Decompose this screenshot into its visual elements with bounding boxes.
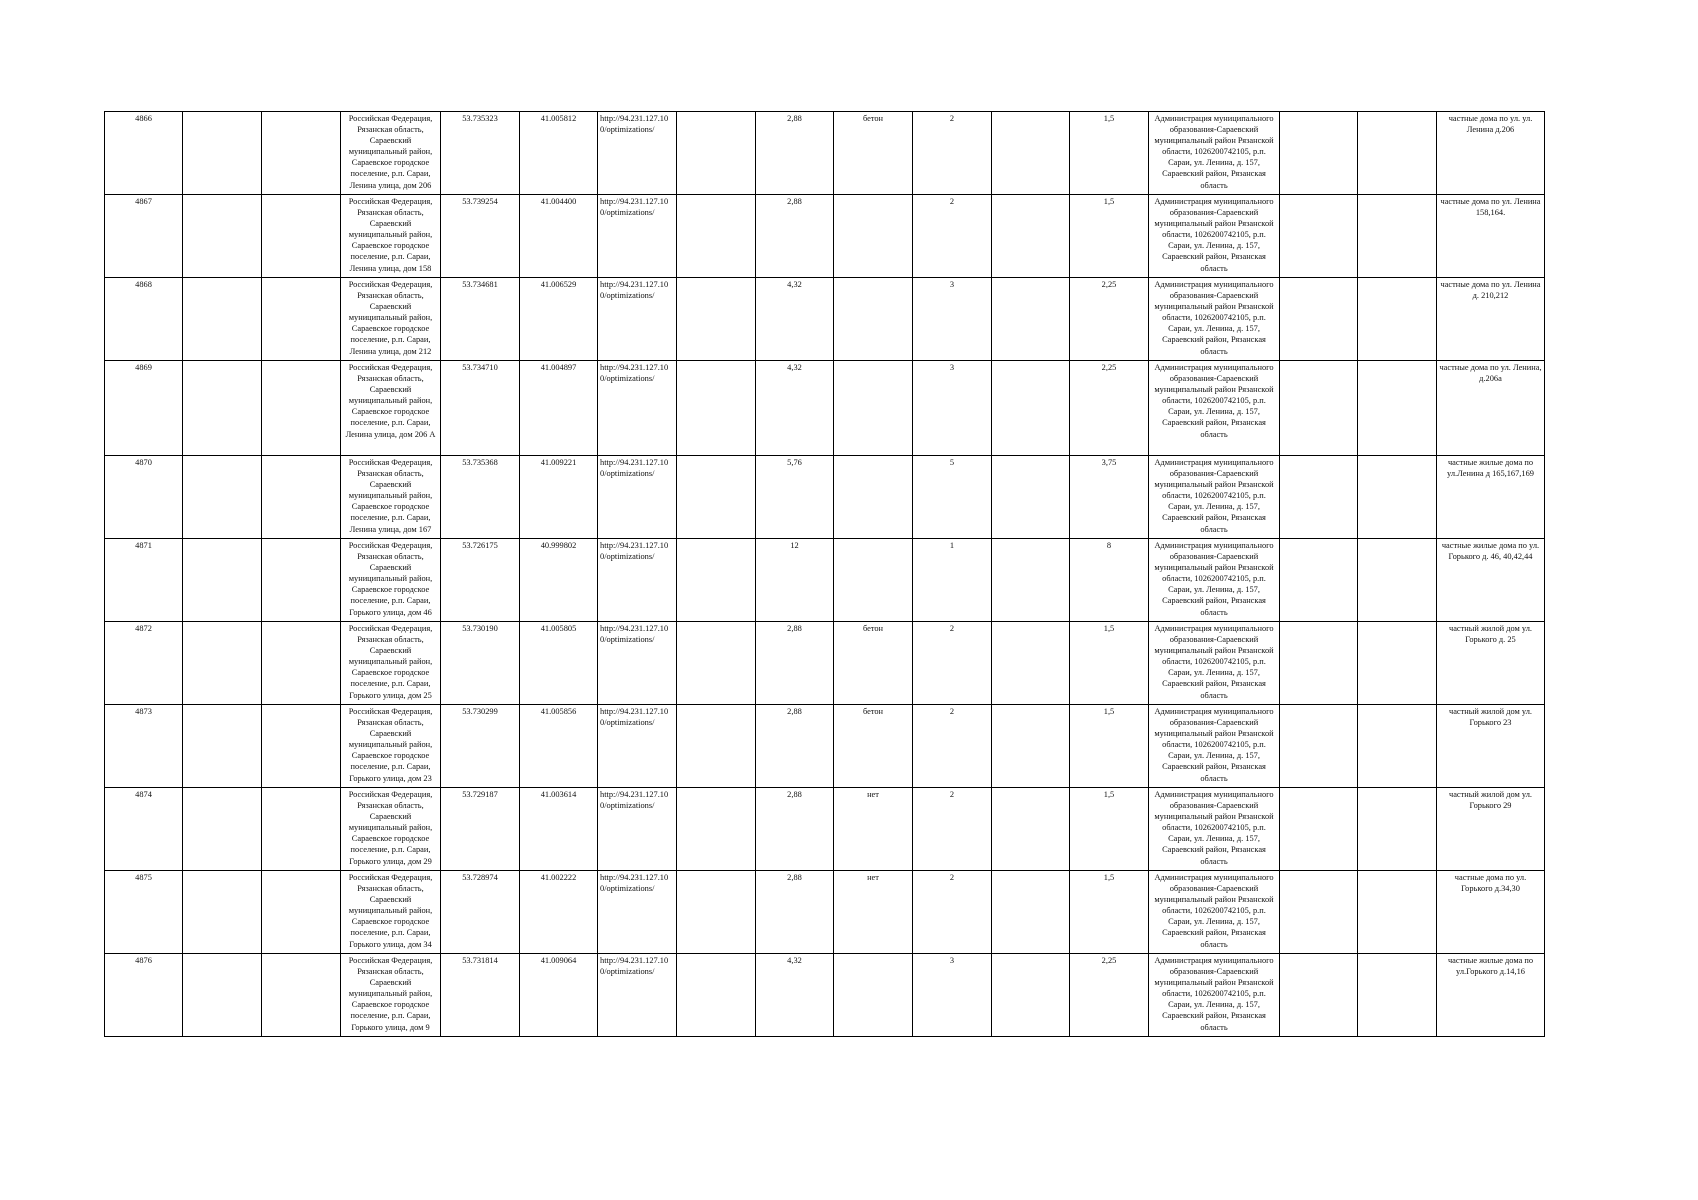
- area-cell: 12: [756, 539, 834, 622]
- empty-cell-12: [992, 539, 1070, 622]
- empty-cell-2: [183, 112, 262, 195]
- url-cell: http://94.231.127.10 0/optimizations/: [598, 195, 677, 278]
- container-count-cell: 3: [913, 278, 992, 361]
- waste-source-cell: частные дома по ул. Ленина, д.206а: [1437, 361, 1545, 456]
- empty-cell-2: [183, 539, 262, 622]
- waste-source-cell: частные дома по ул. Ленина д. 210,212: [1437, 278, 1545, 361]
- empty-cell-16: [1358, 361, 1437, 456]
- surface-cell: [834, 456, 913, 539]
- longitude-cell: 41.009221: [520, 456, 598, 539]
- surface-cell: нет: [834, 788, 913, 871]
- empty-cell-16: [1358, 954, 1437, 1037]
- latitude-cell: 53.734710: [441, 361, 520, 456]
- empty-cell-2: [183, 361, 262, 456]
- latitude-cell: 53.730299: [441, 705, 520, 788]
- address-cell: Российская Федерация, Рязанская область, Сараевский муниципальный район, Сараевское городское поселение, р.п. Сараи, Горького улица, дом 29: [341, 788, 441, 871]
- empty-cell-3: [262, 539, 341, 622]
- row-number-cell: 4868: [105, 278, 183, 361]
- volume-cell: 1,5: [1070, 112, 1149, 195]
- address-cell: Российская Федерация, Рязанская область, Сараевский муниципальный район, Сараевское городское поселение, р.п. Сараи, Ленина улица, дом 158: [341, 195, 441, 278]
- longitude-cell: 41.003614: [520, 788, 598, 871]
- surface-cell: [834, 539, 913, 622]
- surface-cell: [834, 278, 913, 361]
- empty-cell-8: [677, 622, 756, 705]
- table-row: [105, 278, 1545, 361]
- empty-cell-16: [1358, 539, 1437, 622]
- volume-cell: 1,5: [1070, 195, 1149, 278]
- empty-cell-15: [1280, 195, 1358, 278]
- empty-cell-3: [262, 456, 341, 539]
- empty-cell-15: [1280, 456, 1358, 539]
- empty-cell-2: [183, 456, 262, 539]
- empty-cell-16: [1358, 195, 1437, 278]
- row-number-cell: 4872: [105, 622, 183, 705]
- owner-cell: Администрация муниципального образования-Сараевский муниципальный район Рязанской области, 1026200742105, р.п. Сараи, ул. Ленина, д. 157, Сараевский район, Рязанская область: [1149, 112, 1280, 195]
- container-count-cell: 2: [913, 788, 992, 871]
- waste-source-cell: частный жилой дом ул. Горького д. 25: [1437, 622, 1545, 705]
- empty-cell-8: [677, 539, 756, 622]
- empty-cell-16: [1358, 278, 1437, 361]
- volume-cell: 2,25: [1070, 954, 1149, 1037]
- table-row: [105, 456, 1545, 539]
- registry-table: [104, 111, 1545, 1037]
- empty-cell-15: [1280, 539, 1358, 622]
- owner-cell: Администрация муниципального образования-Сараевский муниципальный район Рязанской области, 1026200742105, р.п. Сараи, ул. Ленина, д. 157, Сараевский район, Рязанская область: [1149, 705, 1280, 788]
- volume-cell: 2,25: [1070, 278, 1149, 361]
- empty-cell-3: [262, 361, 341, 456]
- address-cell: Российская Федерация, Рязанская область, Сараевский муниципальный район, Сараевское городское поселение, р.п. Сараи, Ленина улица, дом 167: [341, 456, 441, 539]
- empty-cell-12: [992, 705, 1070, 788]
- empty-cell-8: [677, 195, 756, 278]
- latitude-cell: 53.728974: [441, 871, 520, 954]
- row-number-cell: 4876: [105, 954, 183, 1037]
- address-cell: Российская Федерация, Рязанская область, Сараевский муниципальный район, Сараевское городское поселение, р.п. Сараи, Ленина улица, дом 206 А: [341, 361, 441, 456]
- longitude-cell: 41.004897: [520, 361, 598, 456]
- table-row: [105, 361, 1545, 456]
- empty-cell-15: [1280, 622, 1358, 705]
- waste-source-cell: частный жилой дом ул. Горького 23: [1437, 705, 1545, 788]
- row-number-cell: 4875: [105, 871, 183, 954]
- empty-cell-15: [1280, 871, 1358, 954]
- latitude-cell: 53.735368: [441, 456, 520, 539]
- empty-cell-8: [677, 954, 756, 1037]
- url-cell: http://94.231.127.10 0/optimizations/: [598, 622, 677, 705]
- waste-source-cell: частный жилой дом ул. Горького 29: [1437, 788, 1545, 871]
- area-cell: 2,88: [756, 871, 834, 954]
- address-cell: Российская Федерация, Рязанская область, Сараевский муниципальный район, Сараевское городское поселение, р.п. Сараи, Ленина улица, дом 206: [341, 112, 441, 195]
- url-cell: http://94.231.127.10 0/optimizations/: [598, 278, 677, 361]
- surface-cell: [834, 954, 913, 1037]
- owner-cell: Администрация муниципального образования-Сараевский муниципальный район Рязанской области, 1026200742105, р.п. Сараи, ул. Ленина, д. 157, Сараевский район, Рязанская область: [1149, 954, 1280, 1037]
- empty-cell-3: [262, 195, 341, 278]
- empty-cell-15: [1280, 954, 1358, 1037]
- empty-cell-12: [992, 456, 1070, 539]
- address-cell: Российская Федерация, Рязанская область, Сараевский муниципальный район, Сараевское городское поселение, р.п. Сараи, Горького улица, дом 9: [341, 954, 441, 1037]
- owner-cell: Администрация муниципального образования-Сараевский муниципальный район Рязанской области, 1026200742105, р.п. Сараи, ул. Ленина, д. 157, Сараевский район, Рязанская область: [1149, 195, 1280, 278]
- row-number-cell: 4866: [105, 112, 183, 195]
- volume-cell: 1,5: [1070, 871, 1149, 954]
- container-count-cell: 2: [913, 705, 992, 788]
- container-count-cell: 2: [913, 622, 992, 705]
- empty-cell-3: [262, 112, 341, 195]
- empty-cell-2: [183, 195, 262, 278]
- area-cell: 5,76: [756, 456, 834, 539]
- volume-cell: 1,5: [1070, 788, 1149, 871]
- surface-cell: [834, 361, 913, 456]
- volume-cell: 3,75: [1070, 456, 1149, 539]
- url-cell: http://94.231.127.10 0/optimizations/: [598, 112, 677, 195]
- container-count-cell: 2: [913, 871, 992, 954]
- empty-cell-16: [1358, 456, 1437, 539]
- empty-cell-12: [992, 954, 1070, 1037]
- container-count-cell: 2: [913, 195, 992, 278]
- empty-cell-8: [677, 112, 756, 195]
- empty-cell-12: [992, 195, 1070, 278]
- empty-cell-3: [262, 705, 341, 788]
- surface-cell: бетон: [834, 112, 913, 195]
- surface-cell: бетон: [834, 622, 913, 705]
- address-cell: Российская Федерация, Рязанская область, Сараевский муниципальный район, Сараевское городское поселение, р.п. Сараи, Ленина улица, дом 212: [341, 278, 441, 361]
- empty-cell-2: [183, 788, 262, 871]
- empty-cell-12: [992, 788, 1070, 871]
- waste-source-cell: частные жилые дома по ул.Ленина д 165,167,169: [1437, 456, 1545, 539]
- longitude-cell: 41.005812: [520, 112, 598, 195]
- table-row: [105, 954, 1545, 1037]
- longitude-cell: 41.009064: [520, 954, 598, 1037]
- longitude-cell: 41.006529: [520, 278, 598, 361]
- area-cell: 2,88: [756, 622, 834, 705]
- latitude-cell: 53.729187: [441, 788, 520, 871]
- volume-cell: 2,25: [1070, 361, 1149, 456]
- latitude-cell: 53.730190: [441, 622, 520, 705]
- table-row: [105, 705, 1545, 788]
- owner-cell: Администрация муниципального образования-Сараевский муниципальный район Рязанской области, 1026200742105, р.п. Сараи, ул. Ленина, д. 157, Сараевский район, Рязанская область: [1149, 278, 1280, 361]
- empty-cell-8: [677, 278, 756, 361]
- latitude-cell: 53.739254: [441, 195, 520, 278]
- owner-cell: Администрация муниципального образования-Сараевский муниципальный район Рязанской области, 1026200742105, р.п. Сараи, ул. Ленина, д. 157, Сараевский район, Рязанская область: [1149, 456, 1280, 539]
- volume-cell: 1,5: [1070, 705, 1149, 788]
- waste-source-cell: частные дома по ул. Ленина 158,164.: [1437, 195, 1545, 278]
- empty-cell-3: [262, 622, 341, 705]
- area-cell: 4,32: [756, 361, 834, 456]
- empty-cell-2: [183, 622, 262, 705]
- area-cell: 4,32: [756, 278, 834, 361]
- empty-cell-2: [183, 278, 262, 361]
- empty-cell-16: [1358, 705, 1437, 788]
- row-number-cell: 4870: [105, 456, 183, 539]
- empty-cell-12: [992, 622, 1070, 705]
- row-number-cell: 4871: [105, 539, 183, 622]
- empty-cell-2: [183, 954, 262, 1037]
- empty-cell-16: [1358, 112, 1437, 195]
- table-row: [105, 539, 1545, 622]
- registry-body: [105, 112, 1545, 1037]
- empty-cell-3: [262, 954, 341, 1037]
- area-cell: 2,88: [756, 788, 834, 871]
- container-count-cell: 3: [913, 954, 992, 1037]
- owner-cell: Администрация муниципального образования-Сараевский муниципальный район Рязанской области, 1026200742105, р.п. Сараи, ул. Ленина, д. 157, Сараевский район, Рязанская область: [1149, 788, 1280, 871]
- row-number-cell: 4874: [105, 788, 183, 871]
- empty-cell-8: [677, 788, 756, 871]
- empty-cell-8: [677, 871, 756, 954]
- empty-cell-3: [262, 788, 341, 871]
- empty-cell-2: [183, 871, 262, 954]
- waste-source-cell: частные жилые дома по ул.Горького д.14,16: [1437, 954, 1545, 1037]
- latitude-cell: 53.726175: [441, 539, 520, 622]
- empty-cell-2: [183, 705, 262, 788]
- url-cell: http://94.231.127.10 0/optimizations/: [598, 361, 677, 456]
- surface-cell: бетон: [834, 705, 913, 788]
- url-cell: http://94.231.127.10 0/optimizations/: [598, 456, 677, 539]
- empty-cell-15: [1280, 112, 1358, 195]
- row-number-cell: 4867: [105, 195, 183, 278]
- empty-cell-16: [1358, 871, 1437, 954]
- longitude-cell: 41.005805: [520, 622, 598, 705]
- empty-cell-15: [1280, 278, 1358, 361]
- owner-cell: Администрация муниципального образования-Сараевский муниципальный район Рязанской области, 1026200742105, р.п. Сараи, ул. Ленина, д. 157, Сараевский район, Рязанская область: [1149, 622, 1280, 705]
- empty-cell-8: [677, 361, 756, 456]
- longitude-cell: 40.999802: [520, 539, 598, 622]
- latitude-cell: 53.734681: [441, 278, 520, 361]
- address-cell: Российская Федерация, Рязанская область, Сараевский муниципальный район, Сараевское городское поселение, р.п. Сараи, Горького улица, дом 34: [341, 871, 441, 954]
- url-cell: http://94.231.127.10 0/optimizations/: [598, 539, 677, 622]
- empty-cell-15: [1280, 705, 1358, 788]
- table-row: [105, 871, 1545, 954]
- waste-source-cell: частные жилые дома по ул. Горького д. 46, 40,42,44: [1437, 539, 1545, 622]
- container-count-cell: 2: [913, 112, 992, 195]
- row-number-cell: 4873: [105, 705, 183, 788]
- area-cell: 2,88: [756, 112, 834, 195]
- empty-cell-15: [1280, 788, 1358, 871]
- empty-cell-12: [992, 361, 1070, 456]
- empty-cell-3: [262, 278, 341, 361]
- address-cell: Российская Федерация, Рязанская область, Сараевский муниципальный район, Сараевское городское поселение, р.п. Сараи, Горького улица, дом 23: [341, 705, 441, 788]
- empty-cell-12: [992, 871, 1070, 954]
- area-cell: 2,88: [756, 195, 834, 278]
- empty-cell-12: [992, 278, 1070, 361]
- table-row: [105, 112, 1545, 195]
- area-cell: 2,88: [756, 705, 834, 788]
- waste-source-cell: частные дома по ул. ул. Ленина д.206: [1437, 112, 1545, 195]
- url-cell: http://94.231.127.10 0/optimizations/: [598, 954, 677, 1037]
- table-row: [105, 788, 1545, 871]
- empty-cell-8: [677, 705, 756, 788]
- longitude-cell: 41.005856: [520, 705, 598, 788]
- longitude-cell: 41.004400: [520, 195, 598, 278]
- waste-source-cell: частные дома по ул. Горького д.34,30: [1437, 871, 1545, 954]
- row-number-cell: 4869: [105, 361, 183, 456]
- owner-cell: Администрация муниципального образования-Сараевский муниципальный район Рязанской области, 1026200742105, р.п. Сараи, ул. Ленина, д. 157, Сараевский район, Рязанская область: [1149, 361, 1280, 456]
- empty-cell-3: [262, 871, 341, 954]
- url-cell: http://94.231.127.10 0/optimizations/: [598, 788, 677, 871]
- empty-cell-12: [992, 112, 1070, 195]
- latitude-cell: 53.735323: [441, 112, 520, 195]
- table-row: [105, 195, 1545, 278]
- empty-cell-16: [1358, 788, 1437, 871]
- address-cell: Российская Федерация, Рязанская область, Сараевский муниципальный район, Сараевское городское поселение, р.п. Сараи, Горького улица, дом 46: [341, 539, 441, 622]
- address-cell: Российская Федерация, Рязанская область, Сараевский муниципальный район, Сараевское городское поселение, р.п. Сараи, Горького улица, дом 25: [341, 622, 441, 705]
- surface-cell: нет: [834, 871, 913, 954]
- surface-cell: [834, 195, 913, 278]
- latitude-cell: 53.731814: [441, 954, 520, 1037]
- longitude-cell: 41.002222: [520, 871, 598, 954]
- owner-cell: Администрация муниципального образования-Сараевский муниципальный район Рязанской области, 1026200742105, р.п. Сараи, ул. Ленина, д. 157, Сараевский район, Рязанская область: [1149, 871, 1280, 954]
- container-count-cell: 5: [913, 456, 992, 539]
- empty-cell-16: [1358, 622, 1437, 705]
- container-count-cell: 1: [913, 539, 992, 622]
- container-count-cell: 3: [913, 361, 992, 456]
- owner-cell: Администрация муниципального образования-Сараевский муниципальный район Рязанской области, 1026200742105, р.п. Сараи, ул. Ленина, д. 157, Сараевский район, Рязанская область: [1149, 539, 1280, 622]
- empty-cell-8: [677, 456, 756, 539]
- url-cell: http://94.231.127.10 0/optimizations/: [598, 871, 677, 954]
- volume-cell: 8: [1070, 539, 1149, 622]
- volume-cell: 1,5: [1070, 622, 1149, 705]
- empty-cell-15: [1280, 361, 1358, 456]
- table-row: [105, 622, 1545, 705]
- area-cell: 4,32: [756, 954, 834, 1037]
- url-cell: http://94.231.127.10 0/optimizations/: [598, 705, 677, 788]
